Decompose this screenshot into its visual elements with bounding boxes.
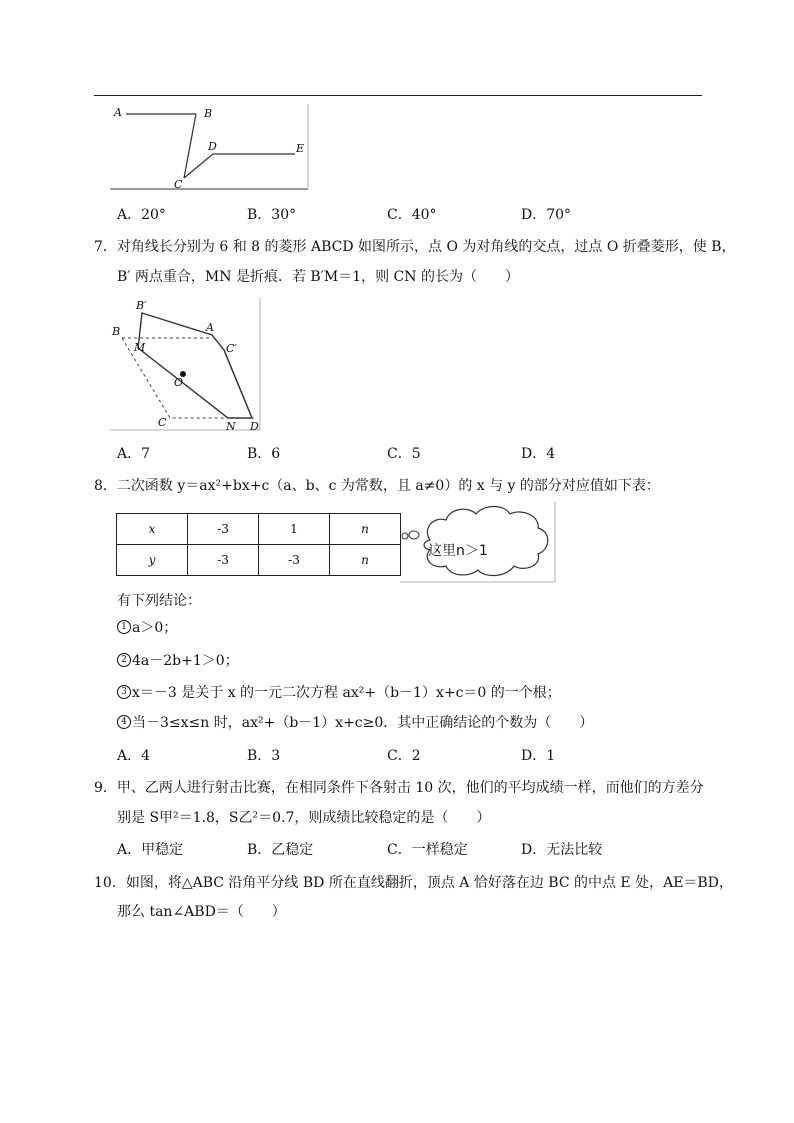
q7-label-C: C bbox=[158, 416, 167, 429]
q8-intro: 有下列结论： bbox=[117, 593, 201, 609]
q8-conclusion-1 bbox=[117, 618, 177, 638]
q8-table-x-header: x bbox=[117, 514, 188, 545]
q6-option-b: B．30° bbox=[247, 207, 297, 223]
q6-label-E: E bbox=[296, 142, 305, 155]
q8-text-line1: 8．二次函数 y＝ax²+bx+c（a、b、c 为常数，且 a≠0）的 x 与 y 的部分对应值如下表： bbox=[94, 478, 660, 494]
q8-table-y-header: y bbox=[117, 545, 188, 576]
q8-conclusion-4-text: 当－3≤x≤n 时，ax²+（b－1）x+c≥0．其中正确结论的个数为（ ） bbox=[132, 715, 594, 731]
q8-conclusion-2-text: 4a－2b+1＞0； bbox=[132, 653, 239, 669]
q8-option-c: C．2 bbox=[387, 748, 421, 764]
q6-label-C: C bbox=[174, 178, 183, 191]
q7-text-line1: 7．对角线长分别为 6 和 8 的菱形 ABCD 如图所示，点 O 为对角线的交点，过点 O 折叠菱形，使 B， bbox=[94, 239, 736, 255]
q7-text-line2: B′ 两点重合，MN 是折痕．若 B′M＝1，则 CN 的长为（ ） bbox=[117, 269, 519, 285]
q10-text-line1: 10．如图，将△ABC 沿角平分线 BD 所在直线翻折，顶点 A 恰好落在边 BC 的中点 E 处，AE＝BD， bbox=[94, 875, 733, 891]
q8-table-cell: -3 bbox=[188, 514, 259, 545]
q9-option-a: A．甲稳定 bbox=[117, 842, 184, 858]
q9-text-line1: 9．甲、乙两人进行射击比赛，在相同条件下各射击 10 次，他们的平均成绩一样，而他们的方差分 bbox=[94, 780, 704, 796]
q8-conclusion-1-number: 1 bbox=[117, 620, 131, 634]
q8-table-cell: n bbox=[330, 514, 401, 545]
q8-conclusion-3-text: x＝－3 是关于 x 的一元二次方程 ax²+（b－1）x+c＝0 的一个根； bbox=[132, 685, 561, 701]
q8-table-cell: -3 bbox=[259, 545, 330, 576]
q7-option-c: C．5 bbox=[387, 446, 421, 462]
q7-label-M: M bbox=[134, 341, 146, 354]
q8-option-d: D．1 bbox=[521, 748, 556, 764]
q8-table-cell: n bbox=[330, 545, 401, 576]
q8-cloud-text: 这里n＞1 bbox=[428, 543, 488, 559]
q7-label-Bp: B′ bbox=[136, 299, 147, 312]
q6-label-A: A bbox=[114, 106, 122, 119]
q6-label-D: D bbox=[208, 140, 217, 153]
q10-text-line2: 那么 tan∠ABD＝（ ） bbox=[117, 904, 286, 920]
q8-table-cell: 1 bbox=[259, 514, 330, 545]
q7-label-B: B bbox=[112, 325, 121, 338]
q6-label-B: B bbox=[204, 107, 213, 120]
q8-value-table bbox=[116, 513, 401, 576]
q6-option-a: A．20° bbox=[117, 207, 166, 223]
q7-label-O: O bbox=[174, 376, 184, 389]
q8-option-b: B．3 bbox=[247, 748, 281, 764]
q8-conclusion-3 bbox=[117, 683, 561, 703]
q7-option-b: B．6 bbox=[247, 446, 281, 462]
q6-option-d: D．70° bbox=[521, 207, 572, 223]
q6-option-c: C．40° bbox=[387, 207, 437, 223]
header-rule bbox=[94, 95, 702, 96]
q9-text-line2: 别是 S甲²＝1.8，S乙²＝0.7，则成绩比较稳定的是（ ） bbox=[117, 810, 491, 826]
q8-conclusion-2-number: 2 bbox=[117, 653, 131, 667]
q7-label-Cp: C′ bbox=[226, 342, 237, 355]
q7-label-D: D bbox=[250, 420, 259, 433]
q8-conclusion-3-number: 3 bbox=[117, 685, 131, 699]
q8-conclusion-2 bbox=[117, 651, 239, 671]
q9-option-d: D．无法比较 bbox=[521, 842, 603, 858]
q7-label-A: A bbox=[206, 321, 214, 334]
q7-option-d: D．4 bbox=[521, 446, 556, 462]
q8-conclusion-1-text: a＞0； bbox=[132, 620, 178, 636]
q7-option-a: A．7 bbox=[117, 446, 151, 462]
q7-figure bbox=[108, 296, 266, 434]
q6-figure bbox=[108, 100, 313, 195]
q8-option-a: A．4 bbox=[117, 748, 151, 764]
q8-conclusion-4-number: 4 bbox=[117, 715, 131, 729]
q8-conclusion-4 bbox=[117, 713, 593, 733]
q9-option-b: B．乙稳定 bbox=[247, 842, 314, 858]
q9-option-c: C．一样稳定 bbox=[387, 842, 468, 858]
q8-table-cell: -3 bbox=[188, 545, 259, 576]
q7-label-N: N bbox=[226, 420, 236, 433]
